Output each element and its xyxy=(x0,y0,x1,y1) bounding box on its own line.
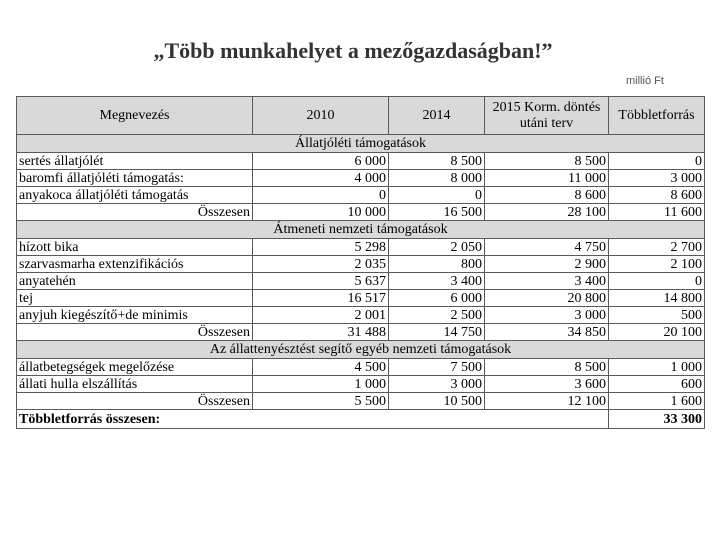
row-value: 3 400 xyxy=(485,273,609,290)
row-value: 8 500 xyxy=(389,153,485,170)
total-value: 5 500 xyxy=(253,393,389,410)
total-value: 10 000 xyxy=(253,204,389,221)
row-value: 600 xyxy=(609,376,705,393)
row-value: 8 600 xyxy=(609,187,705,204)
row-value: 2 900 xyxy=(485,256,609,273)
row-value: 3 000 xyxy=(485,307,609,324)
row-value: 8 600 xyxy=(485,187,609,204)
table-row xyxy=(17,153,705,170)
grand-total-row xyxy=(17,410,705,429)
table-body xyxy=(17,97,705,429)
row-name: sertés állatjólét xyxy=(17,153,253,170)
table-row xyxy=(17,187,705,204)
row-value: 2 100 xyxy=(609,256,705,273)
row-name: anyjuh kiegészítő+de minimis xyxy=(17,307,253,324)
row-value: 20 800 xyxy=(485,290,609,307)
total-value: 10 500 xyxy=(389,393,485,410)
row-value: 5 298 xyxy=(253,239,389,256)
row-value: 0 xyxy=(253,187,389,204)
table-row xyxy=(17,376,705,393)
row-value: 8 500 xyxy=(485,153,609,170)
row-value: 3 000 xyxy=(389,376,485,393)
row-value: 2 035 xyxy=(253,256,389,273)
row-value: 2 050 xyxy=(389,239,485,256)
row-value: 2 001 xyxy=(253,307,389,324)
row-name: szarvasmarha extenzifikációs xyxy=(17,256,253,273)
row-value: 8 500 xyxy=(485,359,609,376)
row-value: 500 xyxy=(609,307,705,324)
header-2014: 2014 xyxy=(389,97,485,135)
header-2010: 2010 xyxy=(253,97,389,135)
section-heading: Állatjóléti támogatások xyxy=(17,135,705,153)
total-label: Összesen xyxy=(17,204,253,221)
row-value: 6 000 xyxy=(389,290,485,307)
row-value: 4 500 xyxy=(253,359,389,376)
row-value: 14 800 xyxy=(609,290,705,307)
row-name: anyakoca állatjóléti támogatás xyxy=(17,187,253,204)
row-value: 2 700 xyxy=(609,239,705,256)
row-value: 1 000 xyxy=(609,359,705,376)
row-value: 4 000 xyxy=(253,170,389,187)
header-2015-plan: 2015 Korm. döntés utáni terv xyxy=(485,97,609,135)
row-name: állatbetegségek megelőzése xyxy=(17,359,253,376)
row-value: 16 517 xyxy=(253,290,389,307)
row-value: 11 000 xyxy=(485,170,609,187)
table-row xyxy=(17,307,705,324)
section-heading-row xyxy=(17,221,705,239)
grand-total-value: 33 300 xyxy=(609,410,705,429)
support-table xyxy=(16,96,705,429)
header-row xyxy=(17,97,705,135)
total-value: 11 600 xyxy=(609,204,705,221)
row-value: 3 000 xyxy=(609,170,705,187)
table-row xyxy=(17,273,705,290)
row-name: állati hulla elszállítás xyxy=(17,376,253,393)
total-value: 20 100 xyxy=(609,324,705,341)
total-value: 28 100 xyxy=(485,204,609,221)
total-value: 31 488 xyxy=(253,324,389,341)
row-value: 5 637 xyxy=(253,273,389,290)
total-label: Összesen xyxy=(17,324,253,341)
row-name: tej xyxy=(17,290,253,307)
total-label: Összesen xyxy=(17,393,253,410)
table-row xyxy=(17,290,705,307)
row-value: 800 xyxy=(389,256,485,273)
section-heading: Az állattenyésztést segítő egyéb nemzeti támogatások xyxy=(17,341,705,359)
total-value: 12 100 xyxy=(485,393,609,410)
total-value: 16 500 xyxy=(389,204,485,221)
table-row xyxy=(17,170,705,187)
table-row xyxy=(17,256,705,273)
unit-label: millió Ft xyxy=(626,75,664,87)
row-value: 4 750 xyxy=(485,239,609,256)
total-value: 34 850 xyxy=(485,324,609,341)
row-value: 7 500 xyxy=(389,359,485,376)
section-heading-row xyxy=(17,341,705,359)
row-value: 8 000 xyxy=(389,170,485,187)
header-megnevezes: Megnevezés xyxy=(17,97,253,135)
row-name: baromfi állatjóléti támogatás: xyxy=(17,170,253,187)
section-total-row xyxy=(17,324,705,341)
row-name: anyatehén xyxy=(17,273,253,290)
section-total-row xyxy=(17,393,705,410)
grand-total-label: Többletforrás összesen: xyxy=(17,410,609,429)
total-value: 1 600 xyxy=(609,393,705,410)
section-heading: Átmeneti nemzeti támogatások xyxy=(17,221,705,239)
section-heading-row xyxy=(17,135,705,153)
section-total-row xyxy=(17,204,705,221)
header-tobbletforras: Többletforrás xyxy=(609,97,705,135)
total-value: 14 750 xyxy=(389,324,485,341)
row-value: 3 600 xyxy=(485,376,609,393)
table-row xyxy=(17,359,705,376)
row-value: 1 000 xyxy=(253,376,389,393)
page-title: „Több munkahelyet a mezőgazdaságban!” xyxy=(153,38,553,63)
row-value: 0 xyxy=(609,273,705,290)
row-value: 0 xyxy=(609,153,705,170)
row-value: 0 xyxy=(389,187,485,204)
row-value: 3 400 xyxy=(389,273,485,290)
table-row xyxy=(17,239,705,256)
row-value: 6 000 xyxy=(253,153,389,170)
row-name: hízott bika xyxy=(17,239,253,256)
row-value: 2 500 xyxy=(389,307,485,324)
